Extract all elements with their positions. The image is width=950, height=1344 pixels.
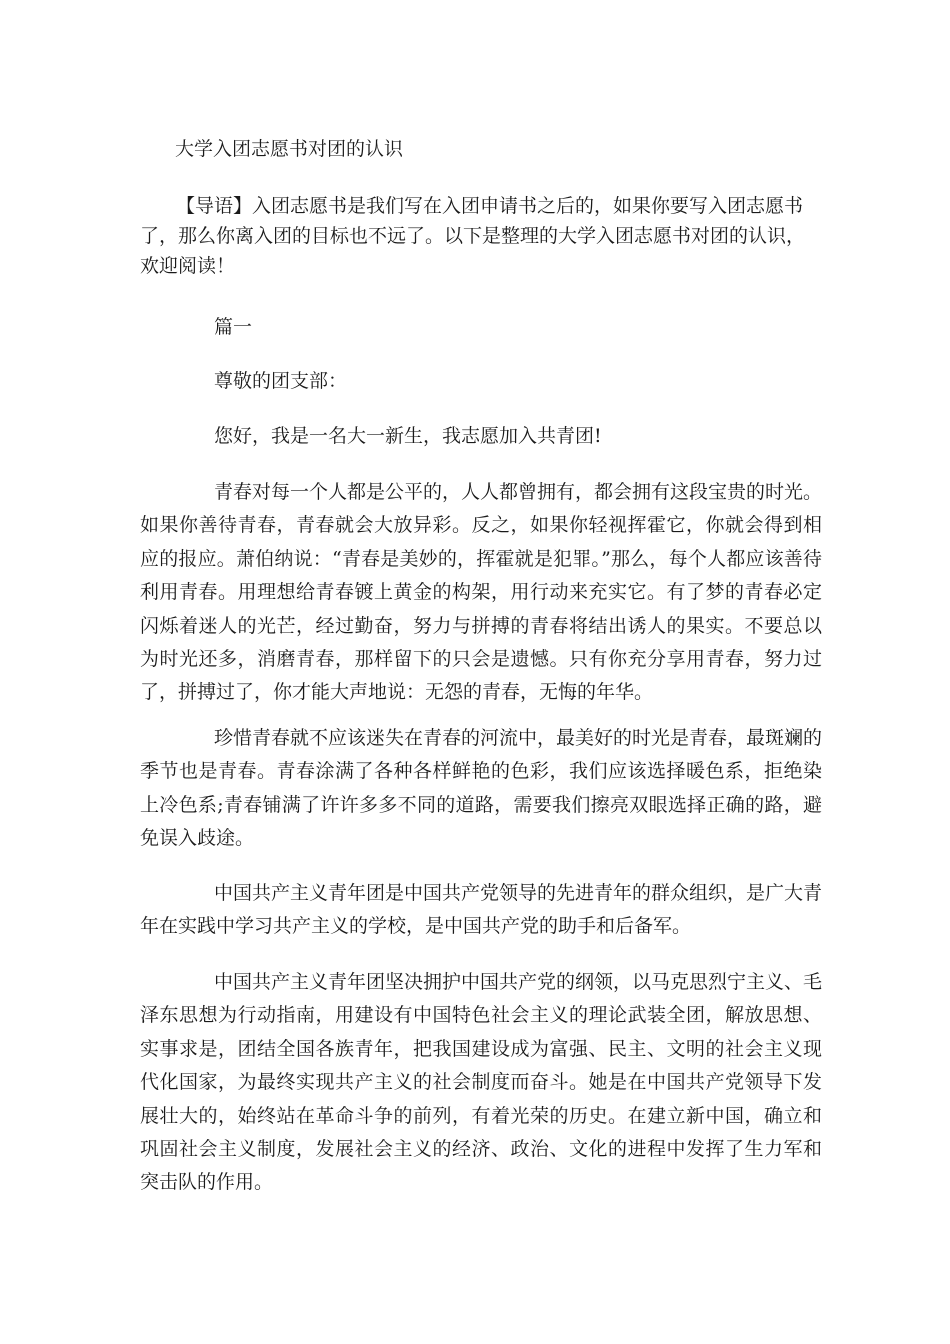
greeting: 您好，我是一名大一新生，我志愿加入共青团! xyxy=(214,425,602,447)
salutation: 尊敬的团支部： xyxy=(214,370,348,392)
body-paragraph-1: 青春对每一个人都是公平的，人人都曾拥有，都会拥有这段宝贵的时光。如果你善待青春，青春就会大放异彩。反之，如果你轻视挥霍它，你就会得到相应的报应。萧伯纳说：“青春是美妙的，挥霍就是犯罪。”那么，每个人都应该善待利用青春。用理想给青春镀上黄金的构架，用行动来充实它。有了梦的青春必定闪烁着迷人的光芒，经过勤奋，努力与拼搏的青春将结出诱人的果实。不要总以为时光还多，消磨青春，那样留下的只会是遗憾。只有你充分享用青春，努力过了，拼搏过了，你才能大声地说：无怨的青春，无悔的年华。 xyxy=(140,481,823,704)
intro-paragraph: 【导语】入团志愿书是我们写在入团申请书之后的，如果你要写入团志愿书了，那么你离入团的目标也不远了。以下是整理的大学入团志愿书对团的认识，欢迎阅读！ xyxy=(140,195,806,277)
body-paragraph-3: 中国共产主义青年团是中国共产党领导的先进青年的群众组织，是广大青年在实践中学习共产主义的学校，是中国共产党的助手和后备军。 xyxy=(140,882,823,938)
body-paragraph-2: 珍惜青春就不应该迷失在青春的河流中，最美好的时光是青春，最斑斓的季节也是青春。青春涂满了各种各样鲜艳的色彩，我们应该选择暖色系，拒绝染上冷色系;青春铺满了许许多多不同的道路，需要我们擦亮双眼选择正确的路，避免误入歧途。 xyxy=(140,727,823,850)
section-label: 篇一 xyxy=(214,316,253,338)
body-paragraph-4: 中国共产主义青年团坚决拥护中国共产党的纲领，以马克思烈宁主义、毛泽东思想为行动指南，用建设有中国特色社会主义的理论武装全团，解放思想、实事求是，团结全国各族青年，把我国建设成为富强、民主、文明的社会主义现代化国家，为最终实现共产主义的社会制度而奋斗。她是在中国共产党领导下发展壮大的，始终站在革命斗争的前列，有着光荣的历史。在建立新中国，确立和巩固社会主义制度，发展社会主义的经济、政治、文化的进程中发挥了生力军和突击队的作用。 xyxy=(140,971,823,1194)
document-title: 大学入团志愿书对团的认识 xyxy=(175,138,404,160)
